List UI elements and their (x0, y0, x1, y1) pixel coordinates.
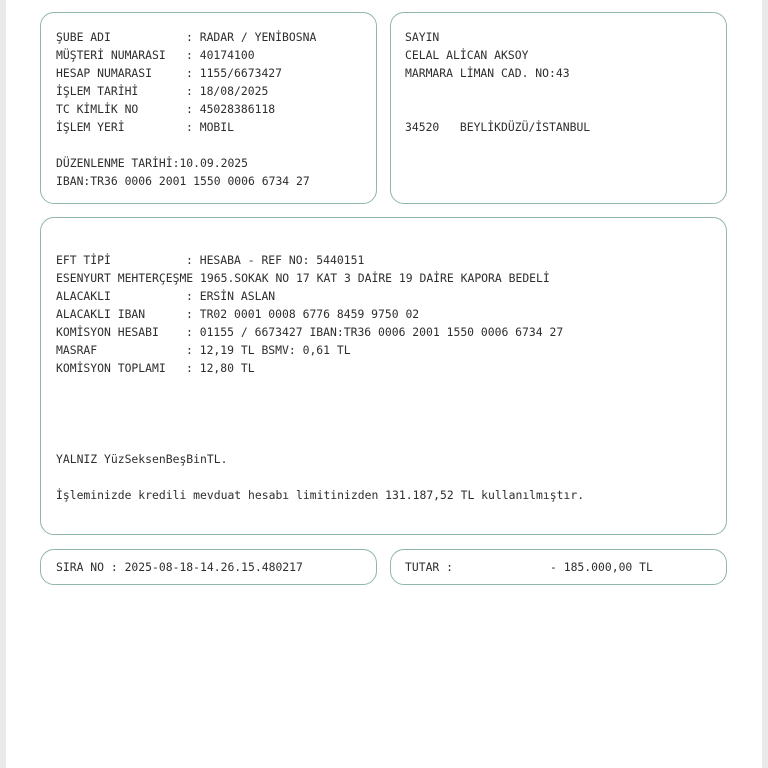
transfer-field-row-value: : TR02 0001 0008 6776 8459 9750 02 (186, 307, 420, 321)
amount-value: - 185.000,00 TL (550, 560, 653, 574)
account-field-row-label: ŞUBE ADI (56, 30, 111, 44)
transfer-field-row-label: ALACAKLI (56, 289, 111, 303)
transfer-field-row-label: KOMİSYON HESABI (56, 325, 159, 339)
recipient-box (390, 12, 727, 204)
recipient-address: MARMARA LİMAN CAD. NO:43 (405, 66, 570, 80)
account-field-row-value: : RADAR / YENİBOSNA (186, 30, 317, 44)
account-field-row-label: HESAP NUMARASI (56, 66, 153, 80)
recipient-postal-city: 34520 BEYLİKDÜZÜ/İSTANBUL (405, 120, 591, 134)
account-info-box (40, 12, 377, 204)
recipient-salutation: SAYIN (405, 30, 440, 44)
eft-type-value: : HESABA - REF NO: 5440151 (186, 253, 365, 267)
eft-type-label: EFT TİPİ (56, 253, 111, 267)
account-field-row-value: : 18/08/2025 (186, 84, 269, 98)
sequence-box (40, 549, 377, 585)
transfer-field-row-label: ALACAKLI IBAN (56, 307, 146, 321)
account-field-row-value: : 1155/6673427 (186, 66, 283, 80)
amount-label: TUTAR : (405, 560, 454, 574)
transfer-field-row-value: : 12,19 TL BSMV: 0,61 TL (186, 343, 351, 357)
account-field-row-label: TC KİMLİK NO (56, 102, 139, 116)
amount-box (390, 549, 727, 585)
transfer-description: ESENYURT MEHTERÇEŞME 1965.SOKAK NO 17 KAT 3 DAİRE 19 DAİRE KAPORA BEDELİ (56, 271, 550, 285)
account-field-row-label: MÜŞTERİ NUMARASI (56, 48, 166, 62)
account-field-row-value: : MOBIL (186, 120, 235, 134)
transfer-field-row-value: : ERSİN ASLAN (186, 289, 276, 303)
issue-date: DÜZENLENME TARİHİ:10.09.2025 (56, 156, 249, 170)
account-field-row-label: İŞLEM TARİHİ (56, 84, 139, 98)
transfer-field-row-value: : 01155 / 6673427 IBAN:TR36 0006 2001 1550 0006 6734 27 (186, 325, 564, 339)
amount-in-words: YALNIZ YüzSeksenBeşBinTL. (56, 452, 228, 466)
transfer-field-row-value: : 12,80 TL (186, 361, 255, 375)
recipient-name: CELAL ALİCAN AKSOY (405, 48, 529, 62)
transfer-field-row-label: KOMİSYON TOPLAMI (56, 361, 166, 375)
account-field-row-value: : 40174100 (186, 48, 255, 62)
account-iban: IBAN:TR36 0006 2001 1550 0006 6734 27 (56, 174, 310, 188)
transfer-details-box (40, 217, 727, 535)
overdraft-note: İşleminizde kredili mevduat hesabı limitinizden 131.187,52 TL kullanılmıştır. (56, 488, 585, 502)
account-field-row-value: : 45028386118 (186, 102, 276, 116)
account-field-row-label: İŞLEM YERİ (56, 120, 125, 134)
sequence-number: SIRA NO : 2025-08-18-14.26.15.480217 (56, 560, 303, 574)
document-page (6, 0, 762, 768)
transfer-field-row-label: MASRAF (56, 343, 98, 357)
